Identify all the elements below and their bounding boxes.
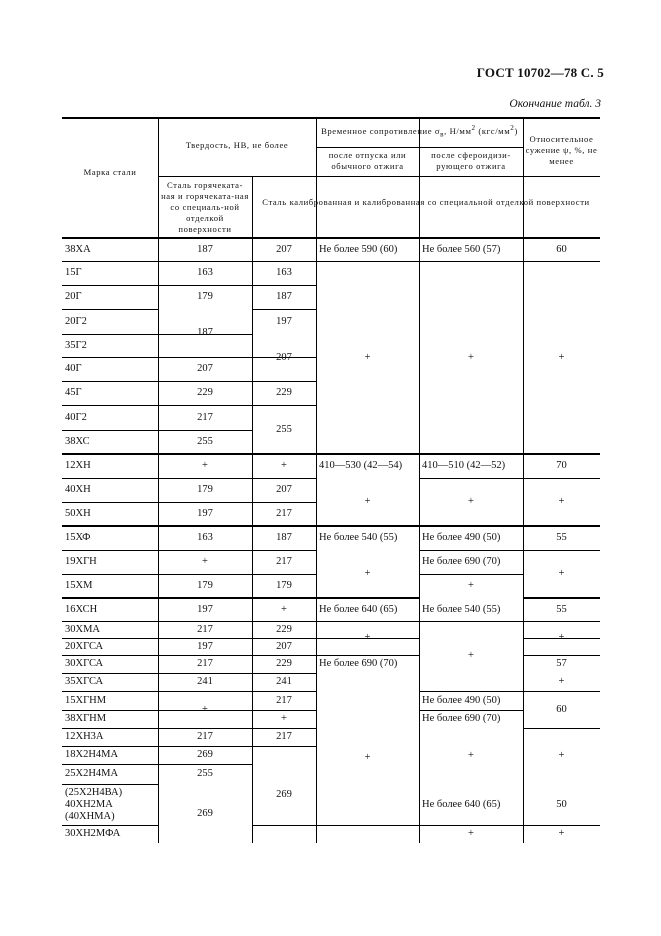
hardness-hot-cell: 217 (197, 731, 213, 742)
rule-line (252, 550, 316, 551)
rule-line (252, 621, 316, 622)
rule-line (316, 261, 419, 262)
strength-normal-cell: + (364, 568, 371, 579)
strength-normal-cell: Не более 640 (65) (319, 603, 398, 615)
table-caption: Окончание табл. 3 (509, 98, 601, 110)
rule-line (252, 381, 316, 382)
header-hot-rolled: Сталь горячеката-ная и горячеката-ная со специаль-ной отделкой поверхности (161, 179, 249, 234)
hardness-cal-cell: 217 (276, 731, 292, 742)
header-reduction: Относительное сужение ψ, %, не менее (525, 133, 598, 166)
rule-line (419, 621, 523, 622)
column-line (158, 118, 159, 238)
rule-line (62, 285, 158, 286)
strength-spheroid-cell: Не более 640 (65) (422, 798, 501, 810)
strength-spheroid-cell: + (468, 828, 474, 839)
rule-line (316, 825, 419, 826)
strength-spheroid-cell: Не более 560 (57) (422, 243, 501, 255)
hardness-cal-cell: 217 (276, 508, 292, 519)
strength-normal-cell: Не более 690 (70) (319, 658, 398, 669)
rule-line (419, 710, 523, 711)
rule-line (62, 825, 158, 826)
rule-line (62, 334, 158, 335)
hardness-cal-cell: 269 (276, 788, 292, 800)
hardness-hot-cell: 163 (197, 267, 213, 278)
grade-cell: 20Г2 (65, 315, 87, 327)
strength-normal-cell: + (364, 632, 371, 643)
column-line (316, 118, 317, 238)
strength-spheroid-cell: + (468, 496, 474, 507)
reduction-cell: + (558, 496, 565, 507)
rule-line (523, 261, 600, 262)
grade-cell: 20Г (65, 291, 82, 302)
rule-line (523, 728, 600, 729)
hardness-hot-cell: 163 (197, 532, 213, 543)
grade-cell: 30ХМА (65, 623, 101, 635)
hardness-cal-cell: + (281, 713, 287, 724)
hardness-hot-cell: 241 (197, 676, 213, 687)
rule-line (158, 638, 252, 639)
rule-line (252, 746, 316, 747)
rule-line (158, 285, 252, 286)
rule-line (252, 502, 316, 503)
grade-cell: 30ХН2МФА (65, 828, 121, 839)
grade-cell: 50ХН (65, 508, 91, 519)
rule-line (62, 655, 158, 656)
hardness-hot-cell: 217 (197, 411, 213, 423)
strength-normal-cell: Не более 590 (60) (319, 243, 398, 255)
grade-cell: 30ХГСА (65, 658, 104, 669)
reduction-cell: + (558, 828, 565, 839)
hardness-cal-cell: 255 (276, 423, 292, 435)
strength-normal-cell: Не более 540 (55) (319, 532, 398, 543)
rule-line (62, 357, 158, 358)
rule-line (158, 550, 252, 551)
strength-spheroid-cell: + (468, 650, 474, 661)
grade-cell: 19ХГН (65, 556, 97, 567)
hardness-hot-cell: 187 (197, 243, 213, 255)
rule-line (158, 381, 252, 382)
hardness-cal-cell: 179 (276, 580, 292, 591)
grade-cell: 45Г (65, 387, 82, 398)
rule-line (62, 453, 600, 455)
rule-line (158, 621, 252, 622)
rule-line (158, 357, 252, 358)
rule-line (158, 405, 252, 406)
strength-normal-cell: 410—530 (42—54) (319, 460, 403, 471)
rule-line (158, 655, 252, 656)
rule-line (158, 691, 252, 692)
hardness-cal-cell: 229 (276, 623, 292, 635)
rule-line (252, 261, 316, 262)
grade-cell: 15Г (65, 267, 82, 278)
strength-normal-cell: + (364, 496, 371, 507)
strength-spheroid-cell: Не более 690 (70) (422, 713, 501, 724)
rule-line (252, 309, 316, 310)
hardness-cal-cell: 197 (276, 315, 292, 327)
reduction-cell: 57 (556, 658, 567, 669)
reduction-cell: + (558, 632, 565, 643)
rule-line (158, 502, 252, 503)
hardness-hot-cell: 179 (197, 291, 213, 302)
hardness-cal-cell: 187 (276, 291, 292, 302)
grade-cell: 12ХН3А (65, 731, 104, 742)
grade-cell: 35Г2 (65, 339, 87, 351)
column-line (523, 238, 524, 843)
reduction-cell: + (558, 676, 565, 687)
rule-line (252, 574, 316, 575)
grade-cell: 16ХСН (65, 603, 98, 615)
hardness-hot-cell: 217 (197, 623, 213, 635)
hardness-cal-cell: 207 (276, 640, 292, 652)
rule-line (252, 825, 316, 826)
strength-spheroid-cell: Не более 490 (50) (422, 532, 501, 543)
hardness-hot-cell: 255 (197, 768, 213, 779)
rule-line (252, 638, 316, 639)
reduction-cell: 70 (556, 460, 567, 471)
rule-line (158, 597, 252, 599)
rule-line (62, 405, 158, 406)
rule-line (419, 691, 523, 692)
grade-cell: 38ХС (65, 436, 90, 447)
hardness-cal-cell: 241 (276, 676, 292, 687)
rule-line (252, 691, 316, 692)
rule-line (419, 478, 523, 479)
hardness-hot-cell: 197 (197, 508, 213, 519)
header-rule (158, 176, 600, 177)
hardness-cal-cell: 207 (276, 484, 292, 495)
hardness-hot-cell: 197 (197, 640, 213, 652)
strength-normal-cell: + (364, 752, 371, 763)
rule-line (62, 784, 158, 785)
rule-line (158, 746, 252, 747)
grade-cell: 15ХФ (65, 532, 91, 543)
reduction-cell: + (558, 351, 565, 363)
hardness-hot-cell: + (202, 703, 208, 715)
grade-cell: 15ХГНМ (65, 694, 107, 706)
strength-spheroid-cell: Не более 690 (70) (422, 556, 501, 567)
hardness-cal-cell: 207 (276, 243, 292, 255)
strength-normal-cell: + (364, 351, 371, 363)
rule-line (252, 673, 316, 674)
header-strength-normal: после отпуска или обычного отжига (328, 150, 407, 171)
reduction-cell: 55 (556, 532, 567, 543)
hardness-hot-cell: 197 (197, 603, 213, 615)
rule-line (62, 117, 600, 119)
rule-line (62, 502, 158, 503)
rule-line (62, 478, 158, 479)
grade-cell: 20ХГСА (65, 640, 104, 652)
rule-line (62, 309, 158, 310)
rule-line (62, 621, 158, 622)
column-line (252, 176, 253, 238)
rule-line (252, 597, 316, 599)
rule-line (252, 728, 316, 729)
reduction-cell: + (558, 568, 565, 579)
rule-line (419, 825, 523, 826)
grade-cell: 25Х2Н4МА (65, 768, 119, 779)
hardness-cal-cell: + (281, 603, 287, 615)
column-line (316, 238, 317, 843)
rule-line (62, 746, 158, 747)
rule-line (62, 728, 158, 729)
strength-spheroid-cell: + (468, 351, 474, 363)
hardness-hot-cell: 217 (197, 658, 213, 669)
hardness-cal-cell: 217 (276, 694, 292, 706)
rule-line (523, 550, 600, 551)
rule-line (62, 550, 158, 551)
rule-line (62, 597, 158, 599)
rule-line (523, 621, 600, 622)
reduction-cell: 60 (556, 703, 567, 715)
rule-line (252, 655, 316, 656)
grade-cell: 12ХН (65, 460, 91, 471)
strength-spheroid-cell: 410—510 (42—52) (422, 460, 506, 471)
hardness-hot-cell: 255 (197, 436, 213, 447)
grade-cell: (25Х2Н4ВА) 40ХН2МА (40ХНМА) (65, 786, 123, 822)
hardness-hot-cell: 269 (197, 807, 213, 819)
reduction-cell: 55 (556, 603, 567, 615)
rule-line (419, 261, 523, 262)
rule-line (62, 764, 158, 765)
rule-line (316, 597, 419, 599)
rule-line (158, 574, 252, 575)
hardness-hot-cell: 179 (197, 484, 213, 495)
hardness-cal-cell: 187 (276, 532, 292, 543)
rule-line (62, 261, 158, 262)
strength-spheroid-cell: + (468, 580, 474, 591)
rule-line (62, 691, 158, 692)
grade-cell: 40Г2 (65, 411, 87, 423)
rule-line (62, 638, 158, 639)
rule-line (523, 691, 600, 692)
hardness-cal-cell: + (281, 460, 287, 471)
grade-cell: 35ХГСА (65, 676, 104, 687)
rule-line (62, 381, 158, 382)
header-hardness: Твердость, НВ, не более (185, 139, 289, 150)
hardness-cal-cell: 163 (276, 267, 292, 278)
rule-line (62, 673, 158, 674)
column-line (252, 238, 253, 843)
hardness-hot-cell: 207 (197, 363, 213, 374)
header-strength: Временное сопротивление $\sigma_в$, $Н/мм^2$ $(кгс/мм^2)$ (321, 124, 518, 139)
rule-line (523, 825, 600, 826)
rule-line (252, 478, 316, 479)
strength-spheroid-cell: Не более 540 (55) (422, 603, 501, 615)
hardness-hot-cell: 229 (197, 387, 213, 398)
rule-line (62, 525, 600, 527)
rule-line (523, 655, 600, 656)
header-grade: Марка стали (83, 166, 137, 177)
hardness-hot-cell: + (202, 556, 208, 567)
header-calibrated: Сталь калиброванная и калиброванная со специальной отделкой поверхности (262, 196, 590, 207)
column-line (158, 238, 159, 843)
rule-line (523, 478, 600, 479)
rule-line (523, 597, 600, 599)
hardness-cal-cell: 229 (276, 658, 292, 669)
rule-line (158, 430, 252, 431)
grade-cell: 38ХА (65, 243, 91, 255)
hardness-hot-cell: 179 (197, 580, 213, 591)
reduction-cell: + (558, 750, 565, 761)
grade-cell: 40Г (65, 363, 82, 374)
rule-line (62, 430, 158, 431)
column-line (419, 147, 420, 176)
rule-line (62, 237, 600, 239)
reduction-cell: 60 (556, 243, 567, 255)
hardness-cal-cell: 229 (276, 387, 292, 398)
rule-line (158, 728, 252, 729)
rule-line (158, 478, 252, 479)
rule-line (419, 574, 523, 575)
page-header: ГОСТ 10702—78 С. 5 (476, 65, 604, 80)
rule-line (62, 710, 158, 711)
rule-line (252, 710, 316, 711)
strength-spheroid-cell: Не более 490 (50) (422, 694, 501, 706)
rule-line (252, 405, 316, 406)
column-line (419, 238, 420, 843)
rule-line (252, 285, 316, 286)
grade-cell: 15ХМ (65, 580, 93, 591)
strength-spheroid-cell: + (468, 750, 474, 761)
rule-line (158, 764, 252, 765)
grade-cell: 40ХН (65, 484, 91, 495)
rule-line (419, 550, 523, 551)
hardness-cal-cell: 207 (276, 351, 292, 363)
hardness-cal-cell: 217 (276, 556, 292, 567)
reduction-cell: 50 (556, 798, 567, 810)
rule-line (158, 673, 252, 674)
rule-line (316, 655, 419, 656)
grade-cell: 18Х2Н4МА (65, 749, 119, 760)
column-line (523, 118, 524, 238)
hardness-hot-cell: 187 (197, 327, 213, 338)
grade-cell: 38ХГНМ (65, 713, 107, 724)
rule-line (62, 574, 158, 575)
rule-line (158, 261, 252, 262)
header-strength-spheroid: после сфероидизи-рующего отжига (431, 150, 511, 171)
hardness-hot-cell: + (202, 460, 208, 471)
hardness-hot-cell: 269 (197, 749, 213, 760)
rule-line (316, 621, 419, 622)
